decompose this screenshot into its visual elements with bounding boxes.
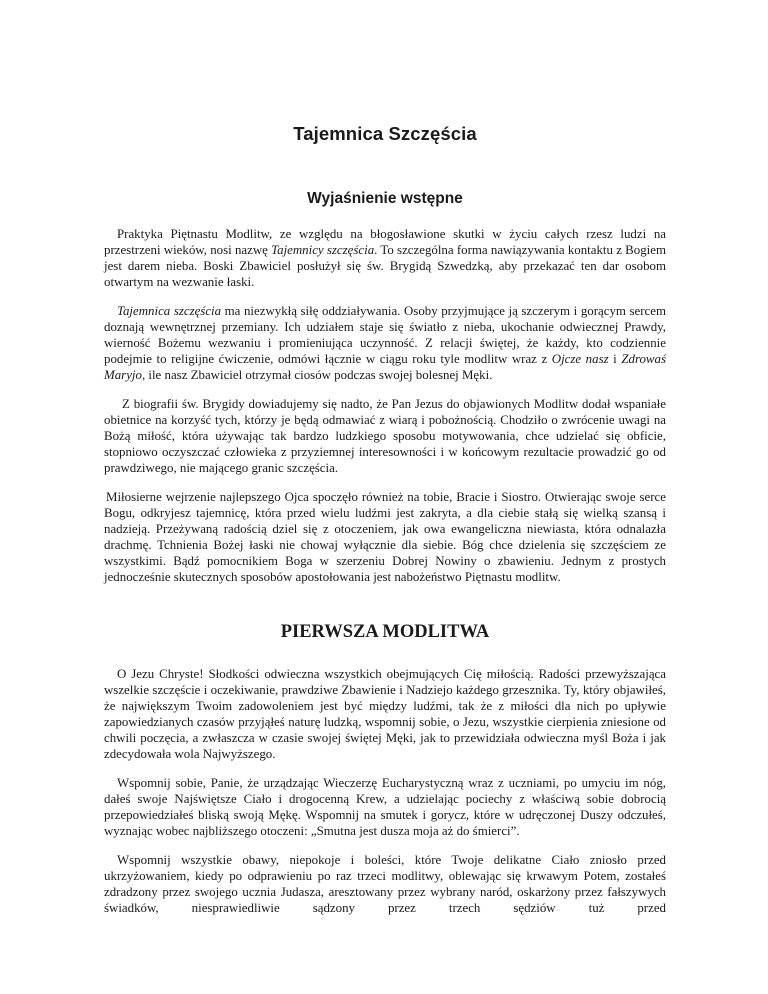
intro-section <box>104 226 666 585</box>
document-title: Tajemnica Szczęścia <box>293 123 477 144</box>
text-segment: Miłosierne wejrzenie najlepszego Ojca spoczęło również na tobie, Bracie i Siostro. Otwierając swoje serce Bogu, odkryjesz tajemnicę, która przed wielu ludźmi jest zakryta, a dla ciebie stałą się wielką szansą i nadzieją. Przeżywaną radością dziel się z otoczeniem, jak owa ewangeliczna niewiasta, która odnalazła drachmę. Tchnienia Bożej łaski nie chowaj wyłącznie dla siebie. Bóg chce dzielenia się szczęściem ze wszystkimi. Bądź pomocnikiem Boga w szerzeniu Dobrej Nowiny o zbawieniu. Jednym z prostych jednocześnie skutecznych sposobów apostołowania jest nabożeństwo Piętnastu modlitw. <box>104 490 666 584</box>
text-segment: Z biografii św. Brygidy dowiadujemy się nadto, że Pan Jezus do objawionych Modlitw dodał wspaniałe obietnice na korzyść tych, którzy je będą odmawiać z wiarą i pobożnością. Chodziło o zwrócenie uwagi na Bożą miłość, która używając tak bardzo ludzkiego sposobu motywowania, chce udzielać się obficie, stopniowo oczyszczać człowieka z przyziemnej interesowności i w końcowym rezultacie prowadzić go od prawdziwego, nie mającego granic szczęścia. <box>104 397 666 475</box>
text-segment: ma niezwykłą siłę oddziaływania. Osoby przyjmujące ją szczerym i gorącym sercem doznają wewnętrznej przemiany. Ich udziałem staje się światło z nieba, ukochanie odwiecznej Prawdy, wierność Bożemu wezwaniu i promieniująca uczynność. Z relacji świętej, że każdy, kto codziennie podejmie to religijne ćwiczenie, odmówi łącznie w ciągu roku tyle modlitw wraz z <box>104 304 666 366</box>
text-segment: , ile nasz Zbawiciel otrzymał ciosów podczas swojej bolesnej Męki. <box>141 368 493 382</box>
text-segment: . To szczególna forma nawiązywania kontaktu z Bogiem jest darem nieba. Boski Zbawiciel posłużył się św. Brygidą Szwedzką, aby przekazać ten dar osobom otwartym na wezwanie łaski. <box>104 243 666 289</box>
text-segment: i <box>608 352 622 366</box>
italic-phrase: Zdrowaś Maryjo <box>104 352 666 382</box>
italic-phrase: Tajemnica szczęścia <box>117 304 222 318</box>
prayer-paragraph: O Jezu Chryste! Słodkości odwieczna wszystkich obejmujących Cię miłością. Radości przewyższająca wszelkie szczęście i oczekiwanie, prawdziwe Zbawienie i Nadziejo każdego grzesznika. Ty, który objawiłeś, że największym Twoim zadowoleniem jest być między ludźmi, tak że z miłości dla nich po upływie zapowiedzianych czasów przyjąłeś naturę ludzką, wspomnij sobie, o Jezu, wszystkie cierpienia zniesione od chwili poczęcia, a zwłaszcza w czasie swojej świętej Męki, jak to przewidziała odwieczna myśl Boża i jak zdecydowała wola Najwyższego. <box>104 667 666 761</box>
section-heading: PIERWSZA MODLITWA <box>280 622 490 642</box>
italic-phrase: Tajemnicy szczęścia <box>271 243 375 257</box>
document-page <box>104 0 666 916</box>
prayer-paragraph: Wspomnij sobie, Panie, że urządzając Wieczerzę Eucharystyczną wraz z uczniami, po umyciu im nóg, dałeś swoje Najświętsze Ciało i drogocenną Krew, a udzielając pociechy z właściwą sobie dobrocią przepowiedziałeś bliską swoją Mękę. Wspomnij na smutek i gorycz, które w udręczonej Duszy odczułeś, wyznając wobec najbliższego otoczeni: „Smutna jest dusza moja aż do śmierci”. <box>104 776 666 838</box>
prayer-section <box>104 666 666 916</box>
text-segment: Praktyka Piętnastu Modlitw, ze względu na błogosławione skutki w życiu całych rzesz ludzi na przestrzeni wieków, nosi nazwę <box>104 227 666 257</box>
italic-phrase: Ojcze nasz <box>551 352 609 366</box>
intro-paragraph <box>104 396 666 476</box>
prayer-paragraph: Wspomnij wszystkie obawy, niepokoje i boleści, które Twoje delikatne Ciało zniosło przed ukrzyżowaniem, kiedy po odprawieniu po raz trzeci modlitwy, oblewając się krwawym Potem, zostałeś zdradzony przez swojego ucznia Judasza, aresztowany przez wybrany naród, oskarżony przez fałszywych świadków, niesprawiedliwie sądzony przez trzech sędziów tuż przed <box>104 853 666 915</box>
intro-paragraph <box>104 489 666 585</box>
intro-subtitle: Wyjaśnienie wstępne <box>307 190 463 207</box>
intro-paragraph <box>104 303 666 383</box>
intro-paragraph <box>104 226 666 290</box>
